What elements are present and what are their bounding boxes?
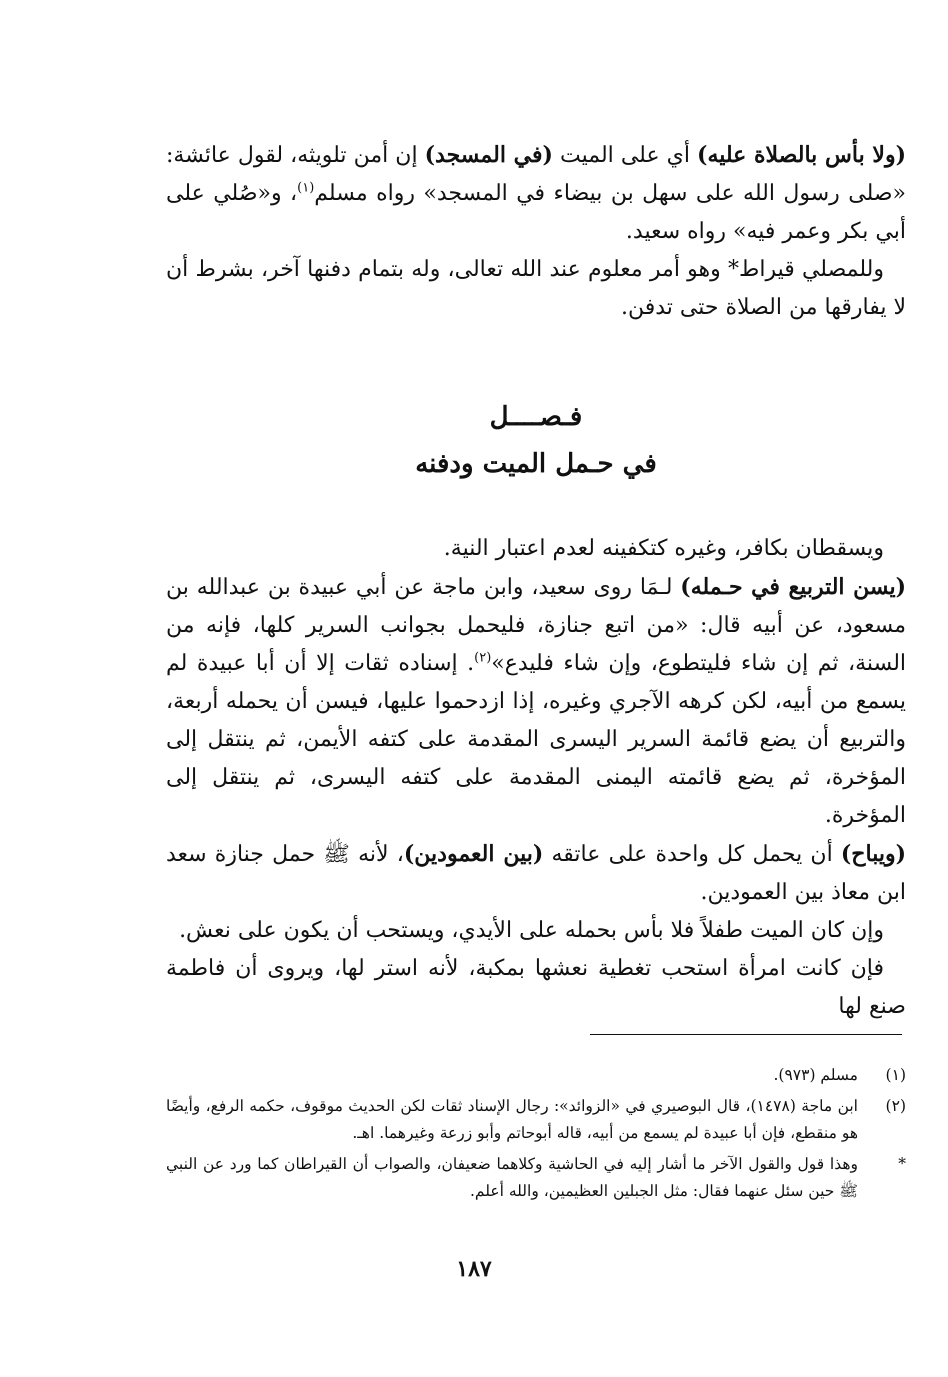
text-run: أي على الميت [552,143,698,168]
text-run: ، و«صُلي على أبي بكر وعمر فيه» رواه سعيد. [166,181,906,244]
body-text-top [166,136,906,327]
paragraph-yubah [166,835,906,912]
footnote-text: وهذا قول والقول الآخر ما أشار إليه في الحاشية وكلاهما ضعيفان، والصواب أن القيراطان كما ورد عن النبي ﷺ حين سئل عنهما فقال: مثل الجبلين العظيمين، والله أعلم. [166,1155,858,1200]
bold-phrase: (ولا بأس بالصلاة عليه) [697,142,907,168]
footnote-number: (٢) [885,1097,906,1115]
paragraph-kafir: ويسقطان بكافر، وغيره كتكفينه لعدم اعتبار النية. [443,536,884,561]
footnote-text: مسلم (٩٧٣). [773,1066,858,1084]
footnote-star [166,1151,906,1205]
bold-phrase: (يسن التربيع في حـمله) [680,574,906,600]
paragraph-tarbi [166,568,906,835]
paragraph-qirat: وللمصلي قيراط* وهو أمر معلوم عند الله تعالى، وله بتمام دفنها آخر، بشرط أن لا يفارقها من الصلاة حتى تدفن. [166,257,906,320]
paragraph-prayer-in-mosque [166,136,906,251]
footnote-separator [590,1034,902,1035]
body-text-bottom [166,530,906,1026]
text-run: . إسناده ثقات إلا أن أبا عبيدة لم يسمع من أبيه، لكن كرهه الآجري وغيره، إذا ازدحموا عليها، فيسن أن يحمله أربعة، والتربيع أن يضع قائمة السرير اليسرى المقدمة على كتفه الأيمن، ثم ينتقل إلى المؤخرة، ثم يضع قائمته اليمنى المقدمة على كتفه اليسرى، ثم ينتقل إلى المؤخرة. [166,651,906,828]
text-run: ، لأنه ﷺ حمل جنازة سعد ابن معاذ بين العمودين. [166,842,906,905]
footnote-2 [166,1093,906,1147]
text-run: لـمَا روى سعيد، وابن ماجة عن أبي عبيدة بن عبدالله بن مسعود، عن أبيه قال: «من اتبع جنازة، فليحمل بجوانب السرير كلها، فإنه من السنة، ثم إن شاء فليتطوع، وإن شاء فليدع» [166,575,907,676]
footnote-1 [166,1062,906,1089]
footnotes [166,1062,906,1209]
footnote-ref-2: (٢) [474,650,492,666]
paragraph-child: وإن كان الميت طفلاً فلا بأس بحمله على الأيدي، ويستحب أن يكون على نعش. [179,918,884,943]
footnote-text: ابن ماجة (١٤٧٨)، قال البوصيري في «الزوائد»: رجال الإسناد ثقات لكن الحديث موقوف، حكمه الرفع، وأيضًا هو منقطع، فإن أبا عبيدة لم يسمع من أبيه، قاله أبوحاتم وأبو زرعة وغيرهما. اهـ. [166,1097,858,1142]
bold-phrase: (بين العمودين) [403,841,544,867]
footnote-number: (١) [885,1066,906,1084]
text-run: إن أمن تلويثه، لقول عائشة: «صلى رسول الله على سهل بن بيضاء في المسجد» رواه مسلم [166,143,907,206]
page-number: ١٨٧ [456,1256,492,1282]
footnote-asterisk: * [898,1155,906,1173]
bold-phrase: (ويباح) [840,841,906,867]
paragraph-woman: فإن كانت امرأة استحب تغطية نعشها بمكبة، لأنه استر لها، ويروى أن فاطمة صنع لها [166,956,906,1019]
section-title: في حـمل الميت ودفنه [415,449,657,479]
section-heading: فـصــــل [489,402,583,432]
bold-phrase: (في المسجد) [424,142,553,168]
footnote-ref-1: (١) [297,180,315,196]
text-run: أن يحمل كل واحدة على عاتقه [543,842,841,867]
